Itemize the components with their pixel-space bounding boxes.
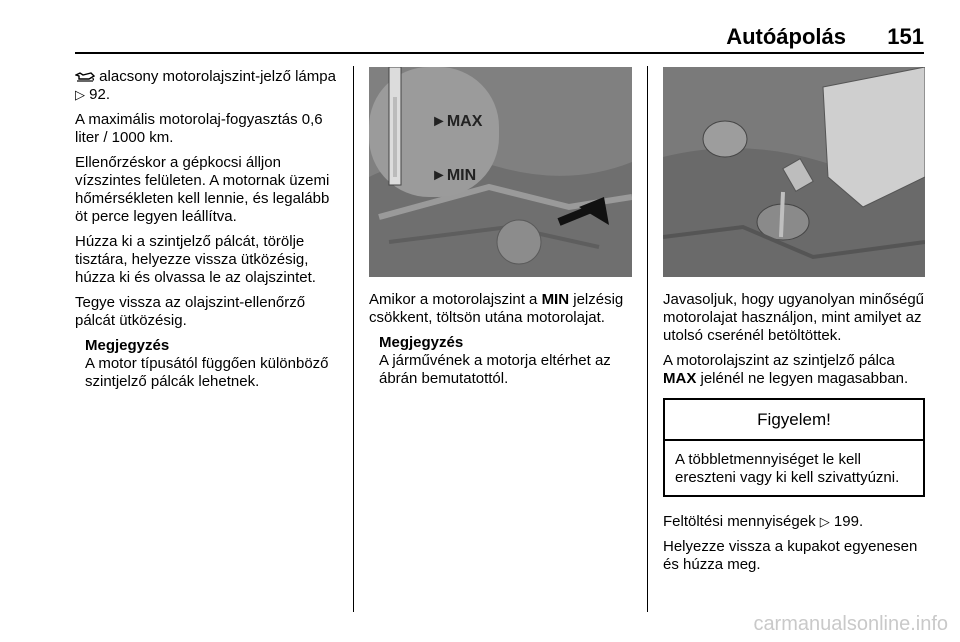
column-3 (663, 291, 925, 581)
paragraph: Húzza ki a szintjelző pálcát, törölje tisztára, helyezze vissza ütközésig, húzza ki és olvassa le az olajszintet. (75, 233, 316, 286)
paragraph: A maximális motorolaj-fogyasztás 0,6 liter / 1000 km. (75, 111, 323, 146)
column-divider-2 (647, 66, 648, 612)
column-2 (369, 291, 639, 388)
note-title: Megjegyzés (379, 334, 464, 351)
column-divider-1 (353, 66, 354, 612)
warning-title: Figyelem! (665, 400, 923, 441)
note-box (85, 337, 345, 391)
note-body: A járművének a motorja eltérhet az ábrán bemutatottól. (379, 352, 611, 387)
warning-body: A többletmennyiséget le kell ereszteni vagy ki kell szivattyúzni. (675, 451, 900, 486)
oil-filling-figure (663, 67, 925, 277)
paragraph: A motorolajszint az szintjelző pálca MAX jelénél ne legyen magasabban. (663, 352, 909, 387)
paragraph: Javasoljuk, hogy ugyanolyan minőségű motorolajat használjon, mint amilyet az utolsó cserénél betöltöttek. (663, 291, 924, 344)
page-reference: 92. (89, 86, 111, 103)
watermark: carmanualsonline.info (753, 613, 948, 635)
column-1 (75, 68, 345, 391)
note-title: Megjegyzés (85, 337, 170, 354)
note-body: A motor típusától függően különböző szintjelző pálcák lehetnek. (85, 355, 329, 390)
header-divider (75, 52, 924, 54)
note-box (379, 334, 639, 388)
page-reference-arrow-icon: ▷ (819, 514, 830, 529)
paragraph: Ellenőrzéskor a gépkocsi álljon vízszintes felületen. A motornak üzemi hőmérsékleten kell lennie, és legalább öt perce legyen leállítva. (75, 154, 330, 225)
oil-pressure-warning-icon (75, 68, 99, 85)
page-number: 151 (887, 24, 924, 49)
paragraph: alacsony motorolajszint-jelző lámpa ▷ 92. (75, 68, 336, 103)
paragraph: Tegye vissza az olajszint-ellenőrző pálcát ütközésig. (75, 294, 306, 329)
dipstick-figure (369, 67, 632, 277)
paragraph: Helyezze vissza a kupakot egyenesen és húzza meg. (663, 538, 918, 573)
paragraph: Amikor a motorolajszint a MIN jelzésig csökkent, töltsön utána motorolajat. (369, 291, 624, 326)
min-mark-label: ►MIN (431, 167, 477, 184)
max-mark-label: ►MAX (431, 113, 483, 130)
page-reference: 199. (833, 513, 864, 530)
warning-box (663, 398, 925, 497)
paragraph: Feltöltési mennyiségek ▷ 199. (663, 513, 864, 530)
page-title: Autóápolás (726, 24, 846, 49)
page-reference-arrow-icon: ▷ (75, 87, 85, 102)
